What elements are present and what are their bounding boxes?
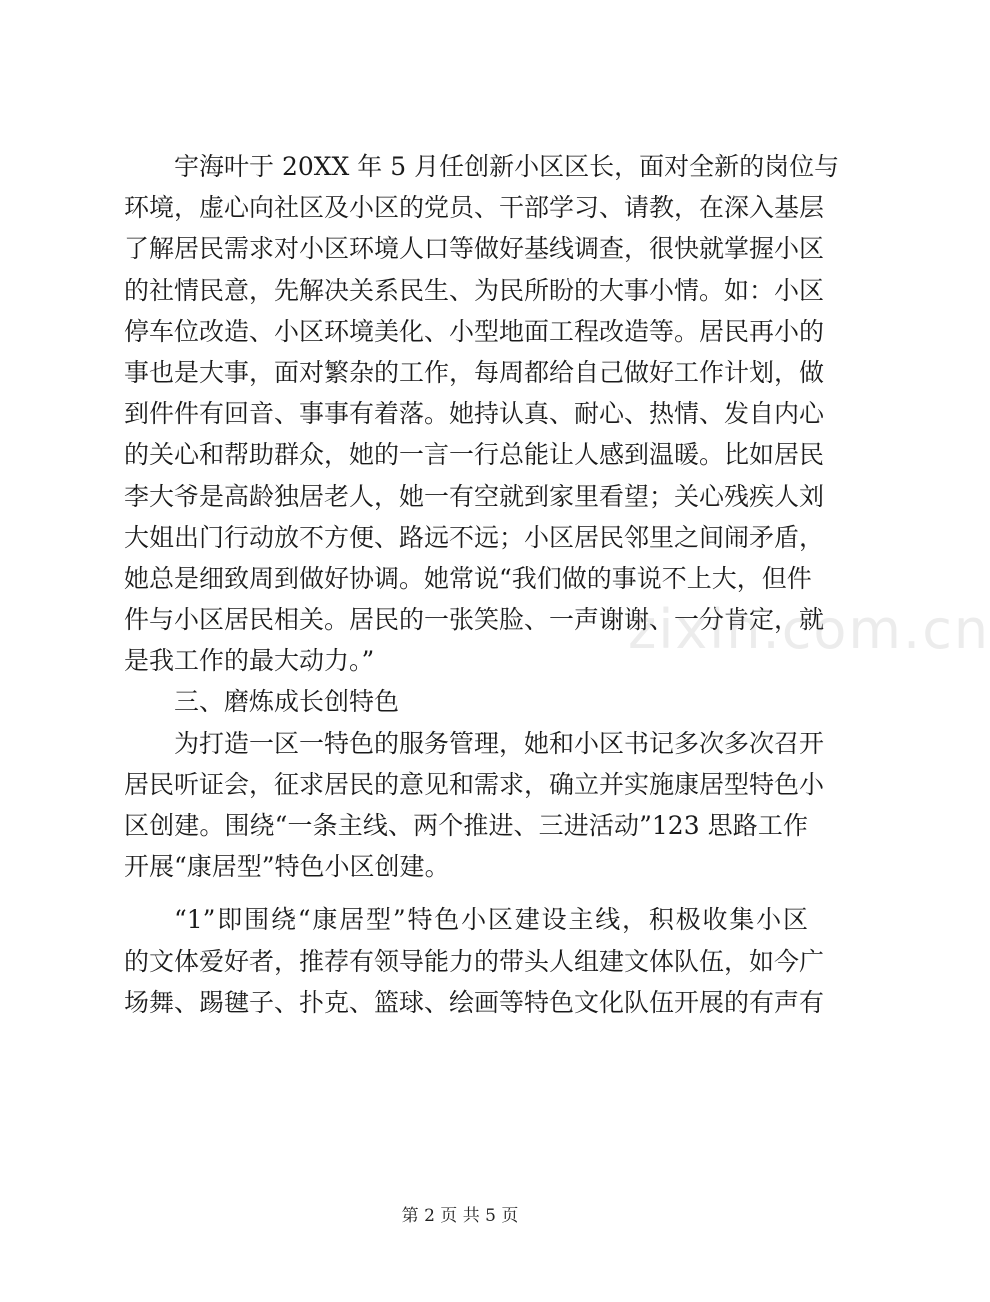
text-line: 件与小区居民相关。居民的一张笑脸、一声谢谢、一分肯定，就 [124, 605, 825, 635]
text-line: 宇海叶于 20XX 年 5 月任创新小区区长，面对全新的岗位与 [174, 152, 840, 181]
text-line: 开展“康居型”特色小区创建。 [124, 852, 450, 882]
text-line: 停车位改造、小区环境美化、小型地面工程改造等。居民再小的 [124, 316, 825, 346]
section-heading: 三、磨炼成长创特色 [174, 687, 400, 717]
text-line: 居民听证会，征求居民的意见和需求，确立并实施康居型特色小 [124, 769, 825, 799]
text-line: 场舞、踢毽子、扑克、篮球、绘画等特色文化队伍开展的有声有 [124, 987, 825, 1017]
text-line: 是我工作的最大动力。” [124, 646, 375, 676]
text-line: 李大爷是高龄独居老人，她一有空就到家里看望；关心残疾人刘 [124, 481, 825, 511]
paragraph-gap [124, 887, 808, 899]
text-line: 的社情民意，先解决关系民生、为民所盼的大事小情。如：小区 [124, 275, 825, 305]
text-line: 事也是大事，面对繁杂的工作，每周都给自己做好工作计划，做 [124, 357, 825, 387]
text-line: 她总是细致周到做好协调。她常说“我们做的事说不上大，但件 [124, 563, 812, 593]
text-line: 区创建。围绕“一条主线、两个推进、三进活动”123 思路工作 [124, 811, 808, 840]
text-line: 环境，虚心向社区及小区的党员、干部学习、请教，在深入基层 [124, 193, 825, 223]
page-footer: 第 2 页 共 5 页 [401, 1206, 519, 1226]
text-line: 了解居民需求对小区环境人口等做好基线调查，很快就掌握小区 [124, 234, 825, 264]
watermark: zixin.com.cn [628, 598, 990, 661]
text-line: 大姐出门行动放不方便、路远不远；小区居民邻里之间闹矛盾， [124, 522, 825, 552]
text-line: 的关心和帮助群众，她的一言一行总能让人感到温暖。比如居民 [124, 440, 825, 470]
text-line: “1”即围绕“康居型”特色小区建设主线，积极收集小区 [174, 905, 808, 935]
text-line: 的文体爱好者，推荐有领导能力的带头人组建文体队伍，如今广 [124, 946, 825, 976]
text-line: 为打造一区一特色的服务管理，她和小区书记多次多次召开 [174, 728, 825, 758]
text-line: 到件件有回音、事事有着落。她持认真、耐心、热情、发自内心 [124, 399, 825, 429]
